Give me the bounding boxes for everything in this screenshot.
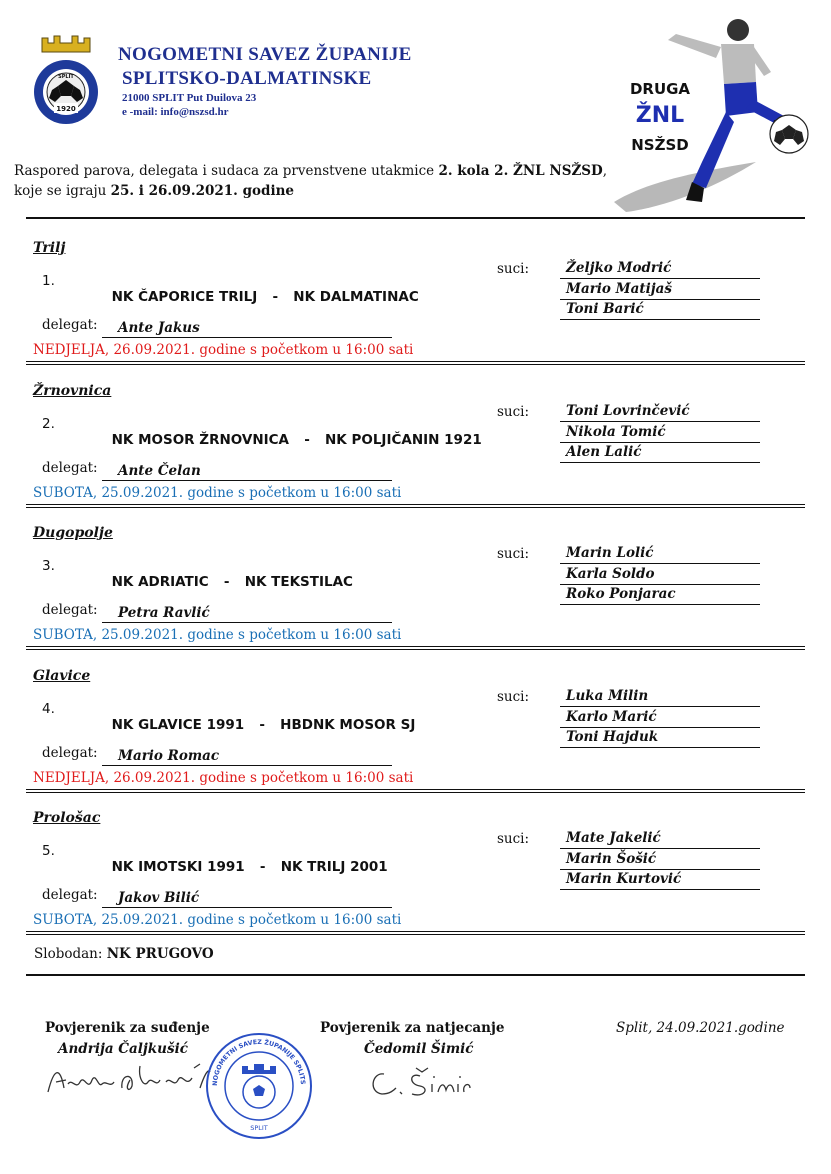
- referee-2: Karla Soldo: [560, 565, 760, 585]
- pairing-dash: -: [304, 432, 310, 448]
- match-pairing: [74, 558, 353, 606]
- match-number: 5.: [42, 843, 55, 859]
- svg-text:SPLIT: SPLIT: [250, 1124, 268, 1132]
- org-name-line2: SPLITSKO-DALMATINSKE: [122, 68, 372, 89]
- divider: [26, 504, 805, 505]
- match-number: 1.: [42, 273, 55, 289]
- match-venue: Trilj: [33, 240, 66, 256]
- home-team: NK GLAVICE 1991: [111, 717, 245, 733]
- league-badge: [606, 12, 816, 217]
- match-pairing: [74, 701, 415, 749]
- referee-2: Marin Šošić: [560, 850, 760, 870]
- match-number: 3.: [42, 558, 55, 574]
- match-venue: Žrnovnica: [33, 383, 112, 399]
- divider: [26, 364, 805, 365]
- match-number: 4.: [42, 701, 55, 717]
- divider: [26, 646, 805, 647]
- home-team: NK ČAPORICE TRILJ: [111, 289, 258, 305]
- pairing-dash: -: [272, 289, 279, 305]
- svg-text:1920: 1920: [56, 105, 76, 113]
- referee-2: Karlo Marić: [560, 708, 760, 728]
- referees-label: suci:: [497, 404, 530, 420]
- referee-2: Mario Matijaš: [560, 280, 760, 300]
- away-team: HBDNK MOSOR SJ: [280, 717, 416, 733]
- referee-commissioner-signature: [44, 1058, 214, 1104]
- divider: [26, 217, 805, 219]
- svg-text:NOGOMETNI SAVEZ ŽUPANIJE SPLIT: NOGOMETNI SAVEZ ŽUPANIJE SPLITS: [211, 1038, 307, 1087]
- svg-text:SPLIT: SPLIT: [58, 74, 74, 80]
- match-datetime: SUBOTA, 25.09.2021. godine s početkom u 16:00 sati: [33, 627, 402, 643]
- referee-1: Luka Milin: [560, 687, 760, 707]
- divider: [26, 974, 805, 976]
- competition-commissioner-name: Čedomil Šimić: [364, 1041, 474, 1057]
- svg-text:NSŽSD: NSŽSD: [631, 136, 689, 154]
- match-pairing: [74, 273, 419, 321]
- place-date: Split, 24.09.2021.godine: [616, 1020, 785, 1036]
- match-datetime: NEDJELJA, 26.09.2021. godine s početkom u 16:00 sati: [33, 342, 414, 358]
- org-name-line1: NOGOMETNI SAVEZ ŽUPANIJE: [118, 44, 412, 65]
- referee-commissioner-title: Povjerenik za suđenje: [45, 1020, 210, 1036]
- delegate-label: delegat:: [42, 460, 98, 476]
- divider: [26, 649, 805, 650]
- delegate-name: Petra Ravlić: [102, 603, 392, 623]
- referees-label: suci:: [497, 546, 530, 562]
- away-team: NK DALMATINAC: [293, 289, 419, 305]
- svg-text:DRUGA: DRUGA: [629, 80, 691, 98]
- match-datetime: SUBOTA, 25.09.2021. godine s početkom u 16:00 sati: [33, 912, 402, 928]
- referee-3: Marin Kurtović: [560, 870, 760, 890]
- match-datetime: SUBOTA, 25.09.2021. godine s početkom u 16:00 sati: [33, 485, 402, 501]
- org-address: 21000 SPLIT Put Duilova 23: [122, 92, 257, 104]
- divider: [26, 361, 805, 362]
- referees-label: suci:: [497, 831, 530, 847]
- divider: [26, 934, 805, 935]
- referee-1: Marin Lolić: [560, 544, 760, 564]
- home-team: NK ADRIATIC: [111, 574, 209, 590]
- match-venue: Glavice: [33, 668, 91, 684]
- referee-1: Toni Lovrinčević: [560, 402, 760, 422]
- referee-1: Željko Modrić: [560, 259, 760, 279]
- match-number: 2.: [42, 416, 55, 432]
- match-venue: Dugopolje: [33, 525, 113, 541]
- svg-text:ŽNL: ŽNL: [635, 103, 685, 128]
- official-stamp: [204, 1030, 314, 1142]
- home-team: NK IMOTSKI 1991: [111, 859, 245, 875]
- pairing-dash: -: [223, 574, 230, 590]
- referee-3: Toni Hajduk: [560, 728, 760, 748]
- competition-commissioner-title: Povjerenik za natjecanje: [320, 1020, 505, 1036]
- referee-1: Mate Jakelić: [560, 829, 760, 849]
- nszsd-logo: [28, 34, 104, 126]
- referee-commissioner-name: Andrija Čaljkušić: [58, 1041, 188, 1057]
- referee-3: Roko Ponjarac: [560, 585, 760, 605]
- match-pairing: [74, 416, 482, 464]
- delegate-name: Mario Romac: [102, 746, 392, 766]
- delegate-label: delegat:: [42, 745, 98, 761]
- org-email: e -mail: info@nszsd.hr: [122, 106, 229, 118]
- divider: [26, 792, 805, 793]
- referees-label: suci:: [497, 261, 530, 277]
- delegate-label: delegat:: [42, 317, 98, 333]
- referee-3: Alen Lalić: [560, 443, 760, 463]
- delegate-name: Ante Čelan: [102, 461, 392, 481]
- delegate-name: Jakov Bilić: [102, 888, 392, 908]
- competition-commissioner-signature: [362, 1062, 472, 1106]
- free-team: Slobodan: NK PRUGOVO: [34, 946, 214, 962]
- divider: [26, 507, 805, 508]
- match-venue: Prološac: [33, 810, 101, 826]
- delegate-name: Ante Jakus: [102, 318, 392, 338]
- away-team: NK TEKSTILAC: [244, 574, 353, 590]
- pairing-dash: -: [259, 859, 266, 875]
- away-team: NK POLJIČANIN 1921: [325, 432, 482, 448]
- delegate-label: delegat:: [42, 602, 98, 618]
- match-datetime: NEDJELJA, 26.09.2021. godine s početkom u 16:00 sati: [33, 770, 414, 786]
- home-team: NK MOSOR ŽRNOVNICA: [111, 432, 289, 448]
- away-team: NK TRILJ 2001: [280, 859, 388, 875]
- pairing-dash: -: [259, 717, 265, 733]
- match-pairing: [74, 843, 388, 891]
- divider: [26, 789, 805, 790]
- delegate-label: delegat:: [42, 887, 98, 903]
- divider: [26, 931, 805, 932]
- referee-3: Toni Barić: [560, 300, 760, 320]
- intro-text: Raspored parova, delegata i sudaca za prvenstvene utakmice 2. kola 2. ŽNL NSŽSD, koje se igraju 25. i 26.09.2021. godine: [14, 163, 608, 199]
- referee-2: Nikola Tomić: [560, 423, 760, 443]
- referees-label: suci:: [497, 689, 530, 705]
